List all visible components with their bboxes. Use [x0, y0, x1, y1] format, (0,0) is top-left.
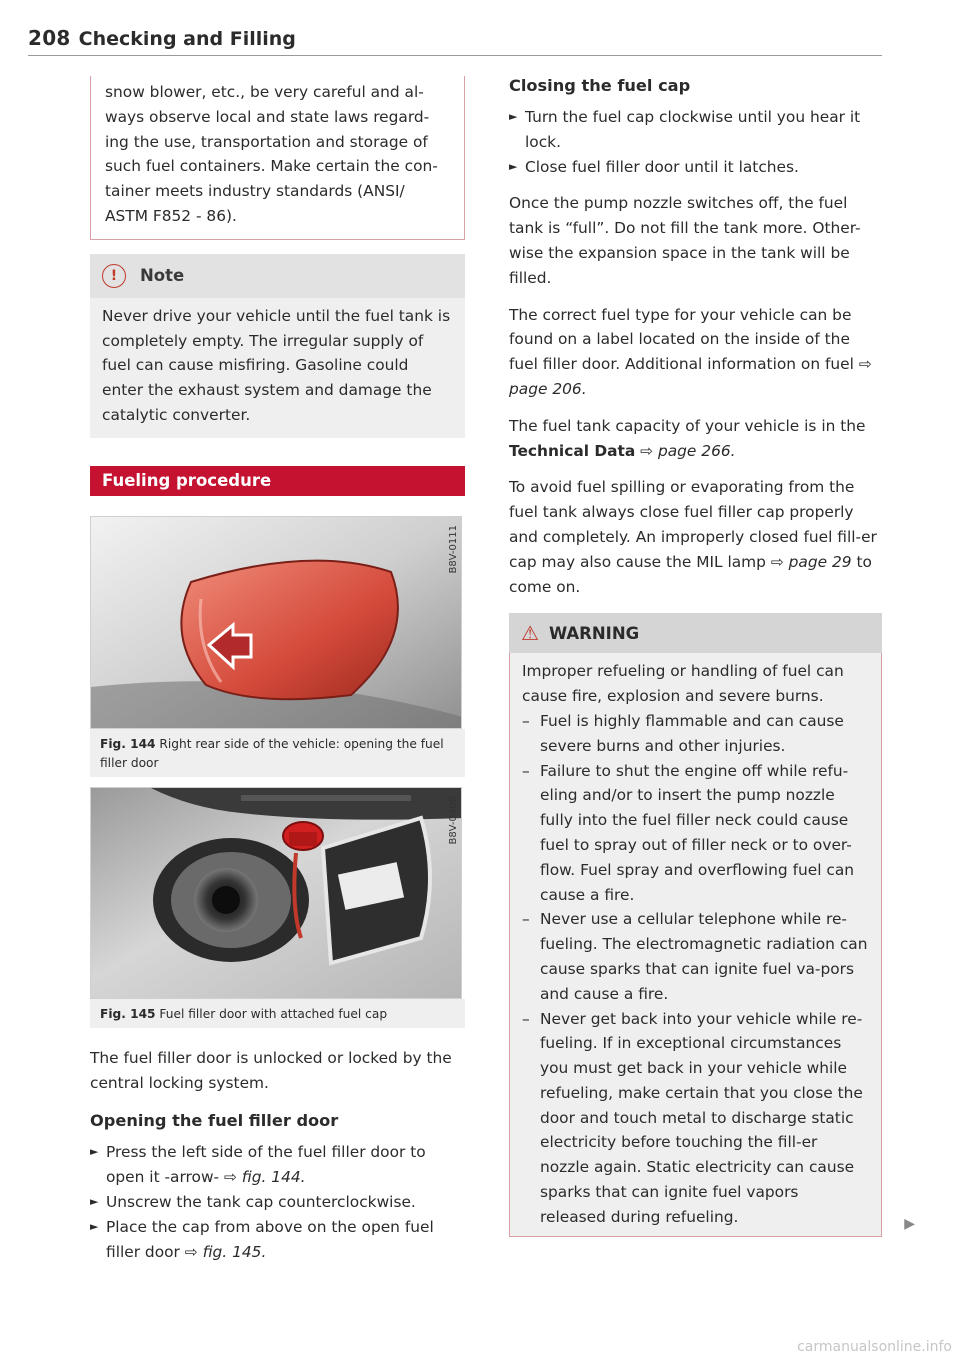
warning-item: – Never get back into your vehicle while re-fueling. If in exceptional circumstances you must get back in your vehicle while refueling, make certain that you close the door and touch metal to discharge static electricity before touching the fill-er nozzle again. Static electricity can cause sparks that can ignite fuel vapors released during refueling. — [522, 1009, 863, 1226]
closing-heading: Closing the fuel cap — [509, 76, 691, 95]
left-column — [90, 76, 465, 1264]
figure-144-caption — [90, 729, 465, 777]
figure-145 — [90, 787, 462, 999]
warning-item: – Fuel is highly flammable and can cause severe burns and other injuries. — [522, 711, 844, 755]
paragraph-full-tank: Once the pump nozzle switches off, the fuel tank is “full”. Do not fill the tank more. Other-wise the expansion space in the tank will be filled. — [509, 194, 861, 287]
unlock-paragraph: The fuel filler door is unlocked or locked by the central locking system. — [90, 1048, 452, 1092]
bullet-triangle-icon: ► — [509, 159, 518, 173]
page-reference-link[interactable]: ⇨ page 266. — [640, 441, 736, 460]
continue-arrow-icon: ▶ — [904, 1215, 915, 1232]
warning-item: – Never use a cellular telephone while re-fueling. The electromagnetic radiation can cause sparks that can ignite fuel va-pors and cause a fire. — [522, 910, 868, 1003]
paragraph-fuel-type: The correct fuel type for your vehicle can be found on a label located on the inside of the fuel filler door. Additional information on fuel ⇨ page 206. — [509, 305, 872, 398]
figure-144 — [90, 516, 462, 729]
opening-step-2: ► Unscrew the tank cap counterclockwise. — [90, 1190, 465, 1215]
paragraph-spilling: To avoid fuel spilling or evaporating from the fuel tank always close fuel filler cap properly and completely. An improperly closed fuel fill-er cap may also cause the MIL lamp ⇨ page 29 to come on. — [509, 478, 877, 596]
note-text: Never drive your vehicle until the fuel tank is completely empty. The irregular supply of fuel can cause misfiring. Gasoline could enter the exhaust system and damage the catalytic converter. — [102, 306, 451, 424]
page-reference-link[interactable]: ⇨ page 29 — [770, 552, 852, 571]
figure-caption-text: Right rear side of the vehicle: opening the fuel filler door — [100, 736, 444, 770]
warning-item: – Failure to shut the engine off while refu-eling and/or to insert the pump nozzle fully into the fuel filler neck could cause fuel to spray out of filler neck or to over-flow. Fuel spray and overflowing fuel can cause a fire. — [522, 761, 855, 904]
figure-code: B8V-0111 — [448, 524, 459, 574]
opening-step-1: ► Press the left side of the fuel filler door to open it -arrow- ⇨ fig. 144. — [90, 1140, 465, 1190]
closing-step-2: ► Close fuel filler door until it latches. — [509, 155, 882, 180]
note-title: Note — [140, 266, 185, 286]
figure-reference-link[interactable]: ⇨ fig. 144. — [224, 1168, 306, 1187]
page-number: 208 — [28, 26, 71, 50]
warning-continuation-box — [90, 76, 465, 240]
bullet-triangle-icon: ► — [90, 1219, 99, 1233]
figure-reference-link[interactable]: ⇨ fig. 145. — [184, 1242, 267, 1261]
section-title-fueling-procedure: Fueling procedure — [90, 466, 465, 496]
page-header — [28, 26, 882, 56]
bullet-triangle-icon: ► — [509, 110, 518, 123]
warning-title: WARNING — [548, 623, 640, 643]
right-column — [509, 76, 915, 1237]
warning-box — [509, 613, 915, 1236]
page-reference-link[interactable]: ⇨ page 206. — [509, 355, 872, 398]
bullet-triangle-icon: ► — [90, 1194, 99, 1208]
figure-caption-text: Fuel filler door with attached fuel cap — [159, 1006, 388, 1021]
figure-code: B8V-0408 — [448, 795, 459, 845]
fuel-filler-door-illustration — [91, 517, 462, 729]
page-title: Checking and Filling — [78, 28, 296, 50]
warning-header — [509, 613, 882, 653]
note-header — [90, 254, 465, 298]
exclamation-circle-icon: ! — [102, 264, 126, 288]
warning-continuation-text: snow blower, etc., be very careful and al-ways observe local and state laws regard-ing the use, transportation and storage of such fuel containers. Make certain the con-tainer meets industry standards (ANSI/ ASTM F852 - 86). — [105, 83, 438, 225]
bullet-triangle-icon: ► — [90, 1145, 99, 1159]
note-body — [90, 298, 465, 438]
opening-step-3: ► Place the cap from above on the open fuel filler door ⇨ fig. 145. — [90, 1215, 465, 1265]
figure-145-caption — [90, 999, 465, 1028]
watermark: carmanualsonline.info — [797, 1339, 952, 1355]
warning-triangle-icon: ⚠ — [521, 621, 539, 646]
note-box — [90, 254, 465, 438]
warning-intro: Improper refueling or handling of fuel can cause fire, explosion and severe burns. — [522, 662, 844, 706]
figure-label: Fig. 144 — [100, 736, 156, 751]
fuel-cap-illustration — [91, 788, 462, 999]
closing-step-1: ► Turn the fuel cap clockwise until you hear it lock. — [509, 105, 882, 155]
opening-heading: Opening the fuel filler door — [90, 1111, 339, 1131]
paragraph-capacity: The fuel tank capacity of your vehicle is in the Technical Data ⇨ page 266. — [509, 416, 866, 460]
figure-label: Fig. 145 — [100, 1006, 156, 1021]
warning-body — [509, 653, 915, 1236]
